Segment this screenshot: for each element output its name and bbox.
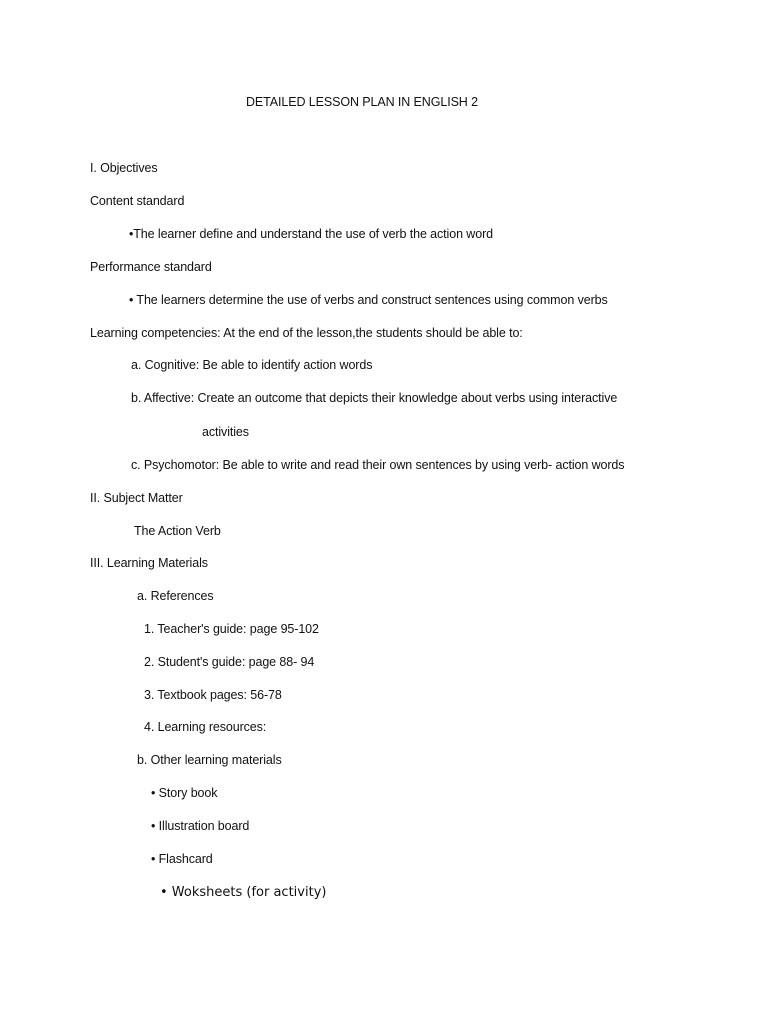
- content-standard-item: •The learner define and understand the use of verb the action word: [129, 227, 493, 241]
- reference-item: 4. Learning resources:: [144, 720, 267, 734]
- other-materials-label: b. Other learning materials: [137, 753, 282, 767]
- reference-item: 1. Teacher's guide: page 95-102: [144, 622, 319, 636]
- reference-item: 2. Student's guide: page 88- 94: [144, 655, 315, 669]
- competency-affective-line2: activities: [202, 425, 249, 439]
- other-material-item: • Flashcard: [151, 852, 213, 866]
- other-material-item: • Story book: [151, 786, 218, 800]
- learning-materials-heading: III. Learning Materials: [90, 556, 208, 570]
- references-label: a. References: [137, 589, 214, 603]
- competencies-intro: Learning competencies: At the end of the lesson,the students should be able to:: [90, 326, 523, 340]
- competency-cognitive: a. Cognitive: Be able to identify action words: [131, 358, 373, 372]
- document-title: DETAILED LESSON PLAN IN ENGLISH 2: [246, 95, 478, 109]
- objectives-heading: I. Objectives: [90, 161, 158, 175]
- subject-matter-heading: II. Subject Matter: [90, 491, 183, 505]
- reference-item: 3. Textbook pages: 56-78: [144, 688, 282, 702]
- other-material-item: • Illustration board: [151, 819, 250, 833]
- competency-psychomotor: c. Psychomotor: Be able to write and read their own sentences by using verb- action words: [131, 458, 625, 472]
- performance-standard-label: Performance standard: [90, 260, 212, 274]
- other-material-item: • Woksheets (for activity): [160, 885, 327, 900]
- subject-matter-topic: The Action Verb: [134, 524, 221, 538]
- competency-affective-line1: b. Affective: Create an outcome that depicts their knowledge about verbs using interactive: [131, 391, 618, 405]
- performance-standard-item: • The learners determine the use of verbs and construct sentences using common verbs: [129, 293, 608, 307]
- content-standard-label: Content standard: [90, 194, 185, 208]
